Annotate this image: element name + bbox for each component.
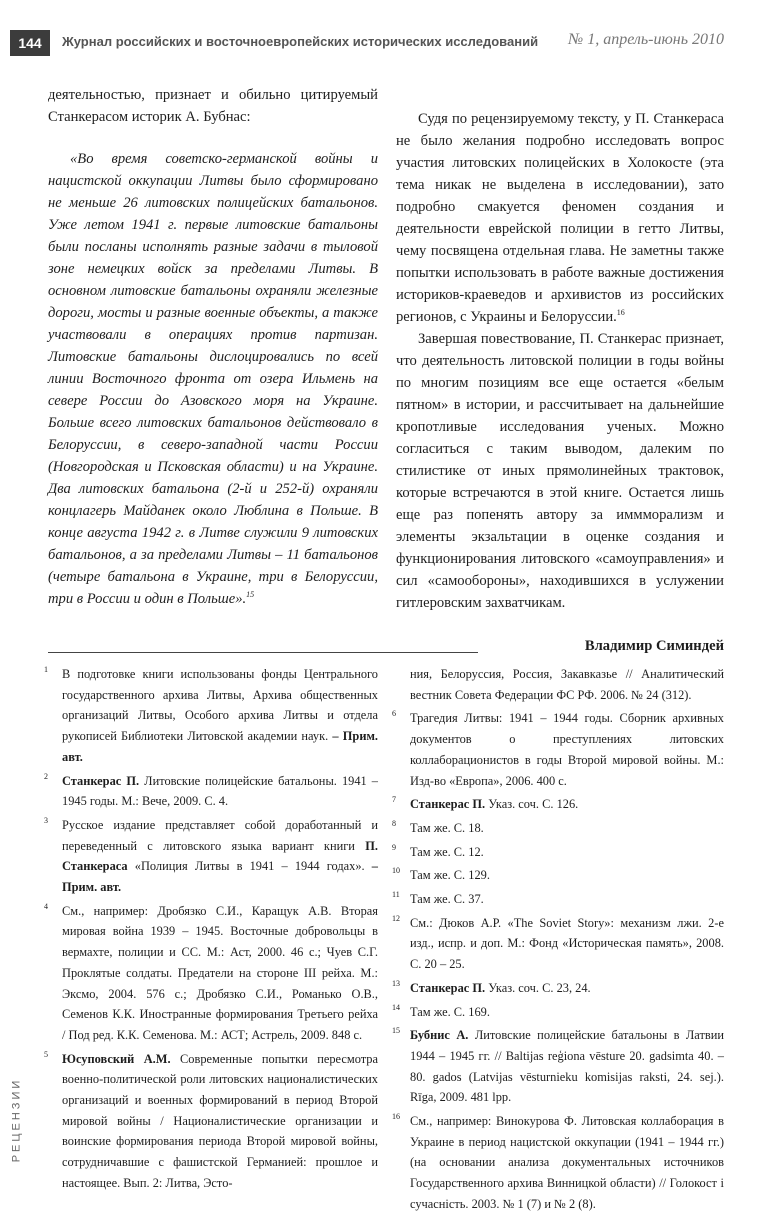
running-header (10, 30, 724, 56)
right-column (396, 108, 724, 657)
footnote-text: Там же. С. 12. (410, 844, 484, 859)
footnote-number: 3 (44, 815, 48, 825)
footnote-note: – Прим. авт. (62, 859, 378, 895)
body-paragraph (396, 108, 724, 328)
footnote-number: 12 (392, 913, 400, 923)
footnote-text: См.: Дюков А.Р. «The Soviet Story»: механизм лжи. 2-е изд., испр. и доп. М.: Фонд «Историческая память», 2008. С. 20 – 25. (410, 915, 724, 972)
footnote-number: 9 (392, 842, 396, 852)
footnote-author: Бубнис А. (410, 1028, 469, 1043)
footnote-text: Там же. С. 18. (410, 820, 484, 835)
footnote-text: Там же. С. 37. (410, 892, 484, 907)
body-paragraph: Завершая повествование, П. Станкерас признает, что деятельность литовской полиции в годы войны по многим позициям все еще остается «белым пятном» в истории, и рассчитывает на дальнейшие кропотливые исследования ученых. Можно согласиться с таким выводом, далеким по стилистике от иных прямолинейных трактовок, которые встречаются в этой книге. Остается лишь еще раз попенять автору за иммморализм и элементы экзальтации в оценке создания и функционирования литовского «самоуправления» и сил «самообороны», находившихся в услужении гитлеровским захватчикам. (396, 331, 724, 611)
paragraph-text: Судя по рецензируемому тексту, у П. Станкераса не было желания подробно исследовать вопрос участия литовских полицейских в Холокосте (эта тема никак не выделена в исследовании), зато подробно смакуется феномен создания и деятельности еврейской полиции в гетто Литвы, чему посвящена отдельная глава. Не заметны также попытки использовать в работе важные достижения историков-краеведов и архивистов из российских регионов, с Украины и Белоруссии. (396, 111, 724, 325)
footnotes-left (44, 664, 378, 1197)
journal-title: Журнал российских и восточноевропейских исторических исследований (62, 34, 539, 49)
footnote-text: Литовские полицейские батальоны в Латвии 1944 – 1945 гг. // Baltijas reģiona vēsture 20. gadsimta 40. – 80. gados (Latvijas vēsturnieku komisijas raksti, 24. sej.). Rīga, 2009. 481 lpp. (410, 1028, 724, 1105)
footnote (44, 664, 378, 768)
footnote-number: 10 (392, 866, 400, 876)
footnote-text: Русское издание представляет собой доработанный и переведенный с литовского языка вариант книги (62, 817, 378, 853)
footnote-ref[interactable]: 15 (246, 590, 255, 600)
footnote-number: 15 (392, 1026, 400, 1036)
footnote-number: 7 (392, 795, 396, 805)
section-side-label (6, 1055, 26, 1185)
footnote-continuation: ния, Белоруссия, Россия, Закавказье // Аналитический вестник Совета Федерации ФС РФ. 2006. № 24 (312). (410, 667, 724, 702)
footnotes-right (392, 664, 724, 1218)
footnote-divider (48, 652, 478, 653)
footnote-number: 8 (392, 818, 396, 828)
footnote (392, 818, 724, 839)
footnote-number: 14 (392, 1002, 400, 1012)
footnote-number: 4 (44, 901, 48, 911)
footnote-text: Там же. С. 129. (410, 868, 490, 883)
footnote-text: Указ. соч. С. 126. (485, 797, 579, 812)
footnote-note: – Прим. авт. (62, 729, 378, 764)
footnote-author: Станкерас П. (410, 980, 486, 995)
footnote (392, 865, 724, 886)
left-column (48, 84, 378, 610)
footnote-text: Указ. соч. С. 23, 24. (485, 980, 591, 995)
footnote-text: В подготовке книги использованы фонды Центрального государственного архива Литвы, Архива общественных организаций Литвы, Особого архива Литвы и отдела рукописей Библиотеки Литовской академии наук. (62, 667, 378, 744)
quote-text: «Во время советско-германской войны и нацистской оккупации Литвы было сформировано не меньше 26 литовских полицейских батальонов. Уже летом 1941 г. первые литовские батальоны были посланы исполнять разные задачи в тыловой зоне немецких войск за пределами Литвы. В основном литовские батальоны охраняли железные дороги, мосты и разные военные объекты, а также участвовали в операциях против партизан. Литовские батальоны дислоцировались по всей линии Восточного фронта от озера Ильмень на севере России до Азовского моря на Украине. Больше всего литовских батальонов действовало в Белоруссии, в северо-западной части России (Новгородская и Псковская области) и на Украине. Два литовских батальона (2-й и 252-й) охраняли концлагерь Майданек около Люблина в Польше. В конце августа 1942 г. в Литве служили 9 литовских батальонов, а за пределами Литвы – 11 батальонов (четыре батальона в Украине, три в Белоруссии, три в России и один в Польше». (48, 151, 378, 607)
footnote (392, 889, 724, 910)
footnote (44, 771, 378, 812)
footnote-number: 16 (392, 1112, 400, 1122)
footnote-ref[interactable]: 16 (616, 308, 625, 318)
footnote (392, 794, 724, 815)
footnote-text: См., например: Винокурова Ф. Литовская коллаборация в Украине в период нацистской оккупации (1941 – 1944 гг.) (на основании анализа документальных источников Государственного архива Винницкой области) // Голокост і сучасність. 2003. № 1 (7) и № 2 (8). (410, 1114, 724, 1211)
footnote-author: Юсуповский А.М. (62, 1051, 171, 1066)
footnote (44, 815, 378, 898)
footnote (392, 842, 724, 863)
footnote-number: 11 (392, 890, 400, 900)
author-signature: Владимир Симиндей (584, 638, 724, 654)
footnote-number: 2 (44, 771, 48, 781)
footnote-text: «Полиция Литвы в 1941 – 1944 годах». (127, 859, 372, 874)
footnote (392, 913, 724, 975)
lead-paragraph: деятельностью, признает и обильно цитируемый Станкерасом историк А. Бубнас: (48, 87, 378, 125)
footnote-text: См., например: Дробязко С.И., Каращук А.В. Вторая мировая война 1939 – 1945. Восточные добровольцы в вермахте, полиции и СС. М.: Аст, 2000. 46 с.; Чуев С.Г. Проклятые солдаты. Предатели на стороне III рейха. М.: Эксмо, 2004. 576 с.; Дробязко С.И., Романько О.В., Семенов К.К. Иностранные формирования Третьего рейха / Под ред. К.К. Семенова. М.: АСТ; Астрель, 2009. 848 с. (62, 903, 378, 1042)
footnote-number: 6 (392, 709, 396, 719)
footnote-author: П. Станкераса (62, 838, 378, 874)
page-number: 144 (10, 30, 50, 56)
block-quote (48, 148, 378, 610)
issue-label: № 1, апрель-июнь 2010 (568, 31, 724, 48)
footnote-text: Современные попытки пересмотра военно-политической роли литовских националистических организаций и военных формирований в период Второй мировой войны / Националистические организации и воинские формирования периода Второй мировой войны, сотрудничавшие с фашистской Германией: прошлое и настоящее. Вып. 2: Литва, Эсто- (62, 1051, 378, 1190)
footnote-number: 13 (392, 978, 400, 988)
footnote-author: Станкерас П. (410, 797, 486, 812)
footnote (44, 901, 378, 1046)
footnote (392, 1025, 724, 1108)
footnote-number: 1 (44, 665, 48, 674)
footnote (44, 1049, 378, 1194)
section-label-text: РЕЦЕНЗИИ (10, 1077, 22, 1163)
footnote (392, 708, 724, 791)
footnote-number: 5 (44, 1049, 48, 1059)
footnote (392, 1002, 724, 1023)
footnote-text: Литовские полицейские батальоны. 1941 – 1945 годы. М.: Вече, 2009. С. 4. (62, 773, 378, 809)
footnote-text: Там же. С. 169. (410, 1004, 490, 1019)
footnote-text: Трагедия Литвы: 1941 – 1944 годы. Сборник архивных документов о преступлениях литовских коллаборационистов в годы Второй мировой войны. М.: Изд-во «Европа», 2006. 400 с. (410, 711, 724, 788)
footnote (392, 1111, 724, 1215)
footnote-author: Станкерас П. (62, 773, 140, 788)
footnote (392, 978, 724, 999)
